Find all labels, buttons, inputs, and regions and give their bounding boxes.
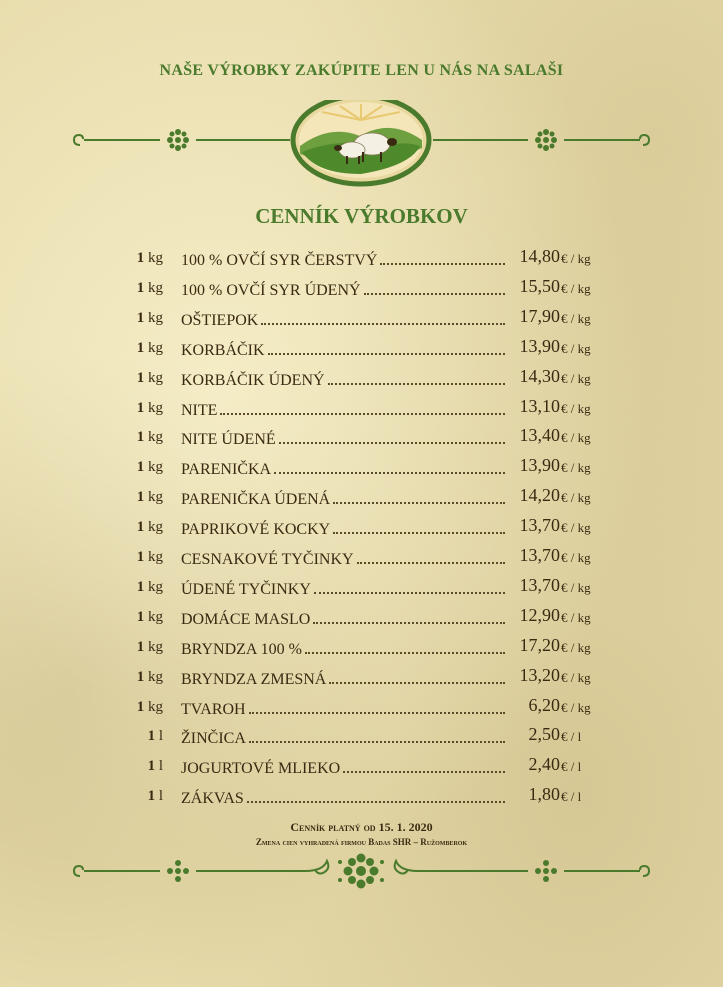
valid-from-note: Cenník platný od 15. 1. 2020 <box>290 820 433 834</box>
quantity-number: 1 <box>136 549 145 565</box>
product-price: 1,80 <box>528 784 560 805</box>
price-unit: € / kg <box>561 639 591 655</box>
quantity <box>137 280 163 297</box>
bottom-left-flower-icon <box>167 860 189 882</box>
dot-leader <box>268 353 505 355</box>
product-price: 13,90 <box>519 335 560 356</box>
product-price: 12,90 <box>519 604 560 625</box>
price-unit: € / l <box>561 759 582 775</box>
quantity <box>148 728 163 745</box>
price-unit: € / kg <box>561 520 591 536</box>
product-price: 14,30 <box>519 365 560 386</box>
product-name <box>181 517 505 539</box>
price-unit: € / kg <box>561 579 591 595</box>
product-price: 14,20 <box>519 485 560 506</box>
dot-leader <box>333 532 505 534</box>
product-price: 17,90 <box>519 305 560 326</box>
right-flower-icon <box>535 129 557 151</box>
product-label: KORBÁČIK <box>181 341 265 359</box>
price-row <box>0 366 723 392</box>
sheep-meadow-logo-icon <box>293 100 429 184</box>
left-flower-icon <box>167 129 189 151</box>
product-price: 13,70 <box>519 574 560 595</box>
price-row <box>0 665 723 691</box>
product-name <box>181 457 505 479</box>
dot-leader <box>305 652 505 654</box>
quantity-number: 1 <box>136 429 145 446</box>
price-unit: € / l <box>561 789 582 805</box>
price-list-title: CENNÍK VÝROBKOV <box>255 204 468 228</box>
left-flourish-icon <box>74 135 290 145</box>
price-row <box>0 336 723 362</box>
price-unit: € / kg <box>561 251 591 266</box>
dot-leader <box>364 293 505 295</box>
price-unit: € / kg <box>561 460 591 476</box>
price-change-note: Zmena cien vyhradená firmou Badas SHR – Ružomberok <box>255 837 468 847</box>
quantity-unit: kg <box>148 489 163 506</box>
quantity-number: 1 <box>136 608 145 625</box>
product-name <box>181 368 505 390</box>
dot-leader <box>333 502 505 504</box>
dot-leader <box>313 622 505 624</box>
quantity <box>137 669 163 686</box>
quantity <box>137 459 163 476</box>
product-label: 100 % OVČÍ SYR ČERSTVÝ <box>181 252 378 269</box>
product-price: 13,20 <box>519 664 560 685</box>
price-row <box>0 695 723 721</box>
dot-leader <box>279 442 505 444</box>
price-row <box>0 575 723 601</box>
quantity-number: 1 <box>136 279 145 296</box>
product-name <box>181 248 505 270</box>
price-row <box>0 425 723 451</box>
quantity-unit: kg <box>148 369 163 386</box>
product-label: BRYNDZA 100 % <box>181 640 302 658</box>
quantity-number: 1 <box>136 578 145 595</box>
price-row <box>0 276 723 302</box>
product-price: 2,40 <box>528 754 560 775</box>
quantity <box>148 788 163 805</box>
quantity-unit: kg <box>148 668 163 685</box>
product-name <box>181 427 505 449</box>
quantity <box>137 639 163 656</box>
quantity <box>137 370 163 387</box>
price-row <box>0 485 723 511</box>
product-name <box>181 308 505 330</box>
price-row <box>0 455 723 481</box>
product-label: ZÁKVAS <box>181 790 244 808</box>
price-row <box>0 635 723 661</box>
quantity <box>137 400 163 417</box>
quantity <box>137 489 163 506</box>
product-price: 13,90 <box>519 455 560 476</box>
quantity-unit: kg <box>148 638 163 655</box>
quantity-number: 1 <box>147 788 156 805</box>
product-label: DOMÁCE MASLO <box>181 610 311 628</box>
price-row <box>0 545 723 571</box>
product-label: KORBÁČIK ÚDENÝ <box>181 371 325 389</box>
quantity-number: 1 <box>136 339 145 356</box>
quantity <box>137 310 163 327</box>
product-label: BRYNDZA ZMESNÁ <box>181 670 327 688</box>
quantity-number: 1 <box>136 399 145 416</box>
dot-leader <box>329 682 505 684</box>
quantity <box>137 579 163 596</box>
product-name <box>181 637 505 659</box>
quantity-unit: kg <box>148 698 163 715</box>
product-price: 13,70 <box>519 515 560 536</box>
product-name <box>181 487 505 509</box>
quantity-unit: kg <box>148 309 163 326</box>
product-name <box>181 697 505 719</box>
product-name <box>181 398 505 420</box>
price-unit: € / kg <box>561 699 591 715</box>
product-name <box>181 786 505 808</box>
quantity <box>137 699 163 716</box>
quantity <box>148 758 163 775</box>
headline: NAŠE VÝROBKY ZAKÚPITE LEN U NÁS NA SALAŠI <box>159 62 564 79</box>
price-row <box>0 306 723 332</box>
product-label: CESNAKOVÉ TYČINKY <box>181 551 354 568</box>
quantity-number: 1 <box>136 698 145 715</box>
quantity-unit: kg <box>148 250 163 266</box>
dot-leader <box>247 801 505 803</box>
product-label: ÚDENÉ TYČINKY <box>181 580 311 598</box>
quantity-unit: l <box>158 728 163 745</box>
product-price: 13,70 <box>519 545 560 565</box>
price-row <box>0 724 723 750</box>
price-unit: € / kg <box>561 310 591 326</box>
quantity <box>137 250 163 267</box>
price-unit: € / kg <box>561 340 591 356</box>
product-label: 100 % OVČÍ SYR ÚDENÝ <box>181 281 361 299</box>
quantity-unit: kg <box>148 459 163 476</box>
quantity-number: 1 <box>136 250 145 266</box>
product-name <box>181 667 505 689</box>
price-row <box>0 784 723 810</box>
price-row <box>0 515 723 541</box>
dot-leader <box>220 413 505 415</box>
price-unit: € / kg <box>561 430 591 446</box>
product-price: 14,80 <box>519 246 560 266</box>
quantity <box>137 519 163 536</box>
product-label: PARENIČKA ÚDENÁ <box>181 491 331 509</box>
product-label: OŠTIEPOK <box>181 311 259 329</box>
dot-leader <box>314 592 505 594</box>
quantity-number: 1 <box>147 728 156 745</box>
product-price: 6,20 <box>528 694 560 715</box>
dot-leader <box>380 263 505 265</box>
dot-leader <box>328 383 505 385</box>
header-ornament <box>0 100 723 190</box>
price-row <box>0 605 723 631</box>
quantity-unit: kg <box>148 578 163 595</box>
dot-leader <box>261 323 505 325</box>
price-unit: € / kg <box>561 280 591 296</box>
price-row <box>0 396 723 422</box>
price-unit: € / l <box>561 729 582 745</box>
price-row <box>0 754 723 780</box>
quantity-unit: kg <box>148 549 163 565</box>
quantity-number: 1 <box>136 638 145 655</box>
quantity-unit: kg <box>148 519 163 536</box>
product-price: 13,40 <box>519 425 560 446</box>
quantity <box>137 340 163 357</box>
product-name <box>181 607 505 629</box>
dot-leader <box>249 712 505 714</box>
quantity-number: 1 <box>136 519 145 536</box>
quantity-unit: kg <box>148 429 163 446</box>
product-name <box>181 547 505 569</box>
price-unit: € / kg <box>561 370 591 386</box>
quantity <box>137 549 163 566</box>
quantity-number: 1 <box>136 489 145 506</box>
product-name <box>181 726 505 748</box>
quantity-unit: l <box>158 788 163 805</box>
dot-leader <box>357 562 505 564</box>
quantity-number: 1 <box>136 309 145 326</box>
quantity-unit: kg <box>148 339 163 356</box>
price-unit: € / kg <box>561 609 591 625</box>
bottom-center-flower-icon <box>338 854 384 889</box>
footer-ornament <box>0 852 723 892</box>
quantity-number: 1 <box>136 668 145 685</box>
product-name <box>181 278 505 300</box>
quantity-number: 1 <box>136 459 145 476</box>
price-unit: € / kg <box>561 490 591 506</box>
quantity <box>137 429 163 446</box>
quantity-unit: kg <box>148 608 163 625</box>
quantity-number: 1 <box>136 369 145 386</box>
price-unit: € / kg <box>561 669 591 685</box>
quantity-unit: kg <box>148 279 163 296</box>
product-label: NITE <box>181 401 218 419</box>
product-label: NITE ÚDENÉ <box>181 431 276 449</box>
product-label: PAPRIKOVÉ KOCKY <box>181 521 331 539</box>
product-name <box>181 756 505 778</box>
product-label: JOGURTOVÉ MLIEKO <box>181 760 341 778</box>
quantity-unit: l <box>158 758 163 775</box>
quantity <box>137 609 163 626</box>
quantity-unit: kg <box>148 399 163 416</box>
product-name <box>181 577 505 599</box>
dot-leader <box>274 472 505 474</box>
dot-leader <box>343 771 505 773</box>
bottom-right-flower-icon <box>535 860 557 882</box>
price-unit: € / kg <box>561 400 591 416</box>
product-price: 2,50 <box>528 724 560 745</box>
product-price: 15,50 <box>519 275 560 296</box>
product-label: TVAROH <box>181 700 246 718</box>
product-price: 17,20 <box>519 634 560 655</box>
dot-leader <box>249 741 505 743</box>
quantity-number: 1 <box>147 758 156 775</box>
product-price: 13,10 <box>519 395 560 416</box>
price-row <box>0 246 723 272</box>
product-label: PARENIČKA <box>181 461 272 479</box>
product-label: ŽINČICA <box>181 730 246 748</box>
price-unit: € / kg <box>561 550 591 565</box>
product-name <box>181 338 505 360</box>
